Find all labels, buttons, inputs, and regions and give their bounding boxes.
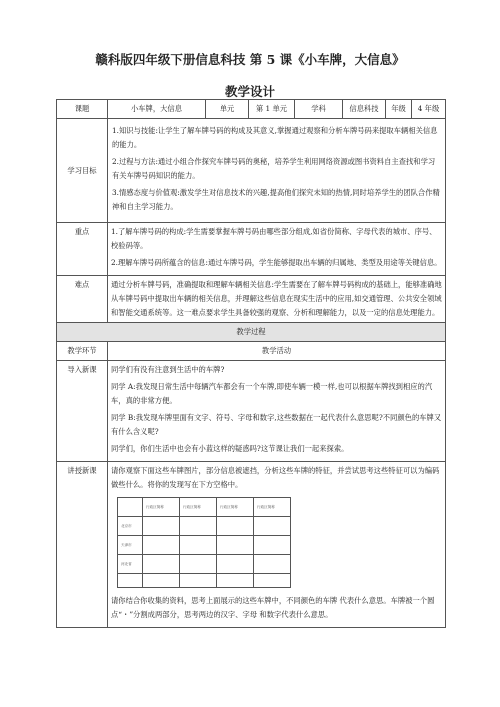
col-activity-header: 教学活动: [108, 342, 446, 361]
worksheet-header-cell: 行政区简称: [254, 498, 291, 517]
worksheet-blank-cell[interactable]: [143, 574, 180, 588]
worksheet-blank-cell[interactable]: [180, 517, 217, 536]
objectives-content: [108, 119, 446, 223]
objective-item: 3.情感态度与价值观:激发学生对信息技术的兴趣,提高他们探究未知的热情,同时培养学生的团队合作精神和自主学习能力。: [112, 188, 440, 211]
stage-activity: [108, 462, 446, 628]
worksheet-row-label: 北京市: [118, 517, 143, 536]
plate-worksheet-table: [117, 497, 291, 588]
worksheet-blank-cell[interactable]: [254, 555, 291, 574]
worksheet-blank-cell[interactable]: [254, 517, 291, 536]
activity-paragraph: 请你结合你收集的资料，思考上面展示的这些车牌中，不同颜色的车牌 代表什么意思。车牌被一个圆点“・”分割成两部分，思考两边的汉字、字母 和数字代表什么意思。: [111, 596, 435, 619]
process-header: 教学过程: [57, 323, 446, 342]
document-subtitle: 教学设计: [224, 84, 275, 99]
worksheet-blank-cell[interactable]: [143, 517, 180, 536]
worksheet-blank-cell[interactable]: [217, 574, 254, 588]
unit-value: 第 1 单元: [249, 100, 295, 119]
worksheet-row-label: 河北省: [118, 555, 143, 574]
worksheet-blank-cell[interactable]: [217, 536, 254, 555]
activity-paragraph: 请你观察下面这些车牌图片，部分信息被遮挡，分析这些车牌的特征，并尝试思考这些特征可以为编码做些什么。将你的发现写在下方空格中。: [111, 466, 440, 489]
process-header-row: [57, 323, 446, 342]
worksheet-blank-cell[interactable]: [143, 555, 180, 574]
key-points-label: 重点: [57, 223, 108, 276]
worksheet-blank-cell[interactable]: [217, 517, 254, 536]
difficulties-content: 通过分析车牌号码，准确提取和理解车辆相关信息:学生需要在了解车牌号码构成的基础上，能够准确地从车牌号码中提取出车辆的相关信息，并理解这些信息在现实生活中的应用,如交通管理、公共安全领域和智能交通系统等。这一难点要求学生具备较强的观察、分析和理解能力，以及一定的信息处理能力。: [108, 276, 446, 323]
worksheet-blank-cell[interactable]: [143, 536, 180, 555]
stage-row: [57, 361, 446, 462]
topic-label: 课题: [57, 100, 108, 119]
grade-value: 4 年级: [412, 100, 446, 119]
objectives-label: 学习目标: [57, 119, 108, 223]
worksheet-header-cell: 行政区简称: [217, 498, 254, 517]
stage-name: 讲授新课: [57, 462, 108, 628]
process-columns-row: [57, 342, 446, 361]
stage-name: 导入新课: [57, 361, 108, 462]
key-point-item: 1.了解车牌号码的构成:学生需要掌握车牌号码由哪些部分组成,如省份简称、字母代表的城市、序号、校验码等。: [111, 227, 437, 250]
stage-activity: [108, 361, 446, 462]
worksheet-blank-cell[interactable]: [180, 574, 217, 588]
col-stage-header: 教学环节: [57, 342, 108, 361]
difficulties-row: [57, 276, 446, 323]
subject-value: 信息科技: [343, 100, 386, 119]
activity-paragraph: 同学 A:我发现日常生活中每辆汽车都会有一个车牌,即使车辆一模一样,也可以根据车牌找到相应的汽车，真的非常方便。: [111, 382, 433, 405]
worksheet-blank-cell[interactable]: [254, 536, 291, 555]
worksheet-header-cell: 行政区简称: [143, 498, 180, 517]
worksheet-row: [118, 517, 291, 536]
objective-item: 2.过程与方法:通过小组合作探究车牌号码的奥秘，培养学生利用网络资源或图书资料自主查找和学习有关车牌号码知识的能力。: [112, 157, 436, 180]
key-point-item: 2.理解车牌号码所蕴含的信息:通过车牌号码，学生能够提取出车辆的归属地、类型及用途等关键信息。: [111, 258, 442, 267]
stage-row: [57, 462, 446, 628]
worksheet-blank-cell[interactable]: [180, 536, 217, 555]
lesson-plan-table: [56, 99, 446, 628]
worksheet-row-label: [118, 574, 143, 588]
objectives-row: [57, 119, 446, 223]
worksheet-blank-cell[interactable]: [180, 555, 217, 574]
worksheet-row: [118, 536, 291, 555]
unit-label: 单元: [206, 100, 249, 119]
worksheet-header-row: [118, 498, 291, 517]
worksheet-row-label: 天津市: [118, 536, 143, 555]
grade-label: 年级: [386, 100, 412, 119]
document-title: 赣科版四年级下册信息科技 第 5 课《小车牌，大信息》: [95, 52, 405, 67]
worksheet-header-cell: 行政区简称: [180, 498, 217, 517]
subject-label: 学科: [295, 100, 343, 119]
key-points-row: [57, 223, 446, 276]
worksheet-row: [118, 574, 291, 588]
activity-paragraph: 同学们，你们生活中也会有小蓝这样的疑惑吗?这节课让我们一起来探索。: [111, 444, 349, 453]
objective-item: 1.知识与技能:让学生了解车牌号码的构成及其意义,掌握通过观察和分析车牌号码来提取车辆相关信息的能力。: [112, 126, 438, 149]
activity-paragraph: 同学 B:我发现车牌里面有文字、符号、字母和数字,这些数据在一起代表什么意思呢?不同颜色的车牌又有什么含义呢?: [111, 413, 442, 436]
difficulties-label: 难点: [57, 276, 108, 323]
activity-paragraph: 同学们有没有注意到生活中的车牌?: [111, 365, 225, 374]
worksheet-row: [118, 555, 291, 574]
topic-value: 小车牌，大信息: [108, 100, 206, 119]
header-row: [57, 100, 446, 119]
worksheet-corner-cell: [118, 498, 143, 517]
key-points-content: [108, 223, 446, 276]
worksheet-blank-cell[interactable]: [217, 555, 254, 574]
worksheet-blank-cell[interactable]: [254, 574, 291, 588]
